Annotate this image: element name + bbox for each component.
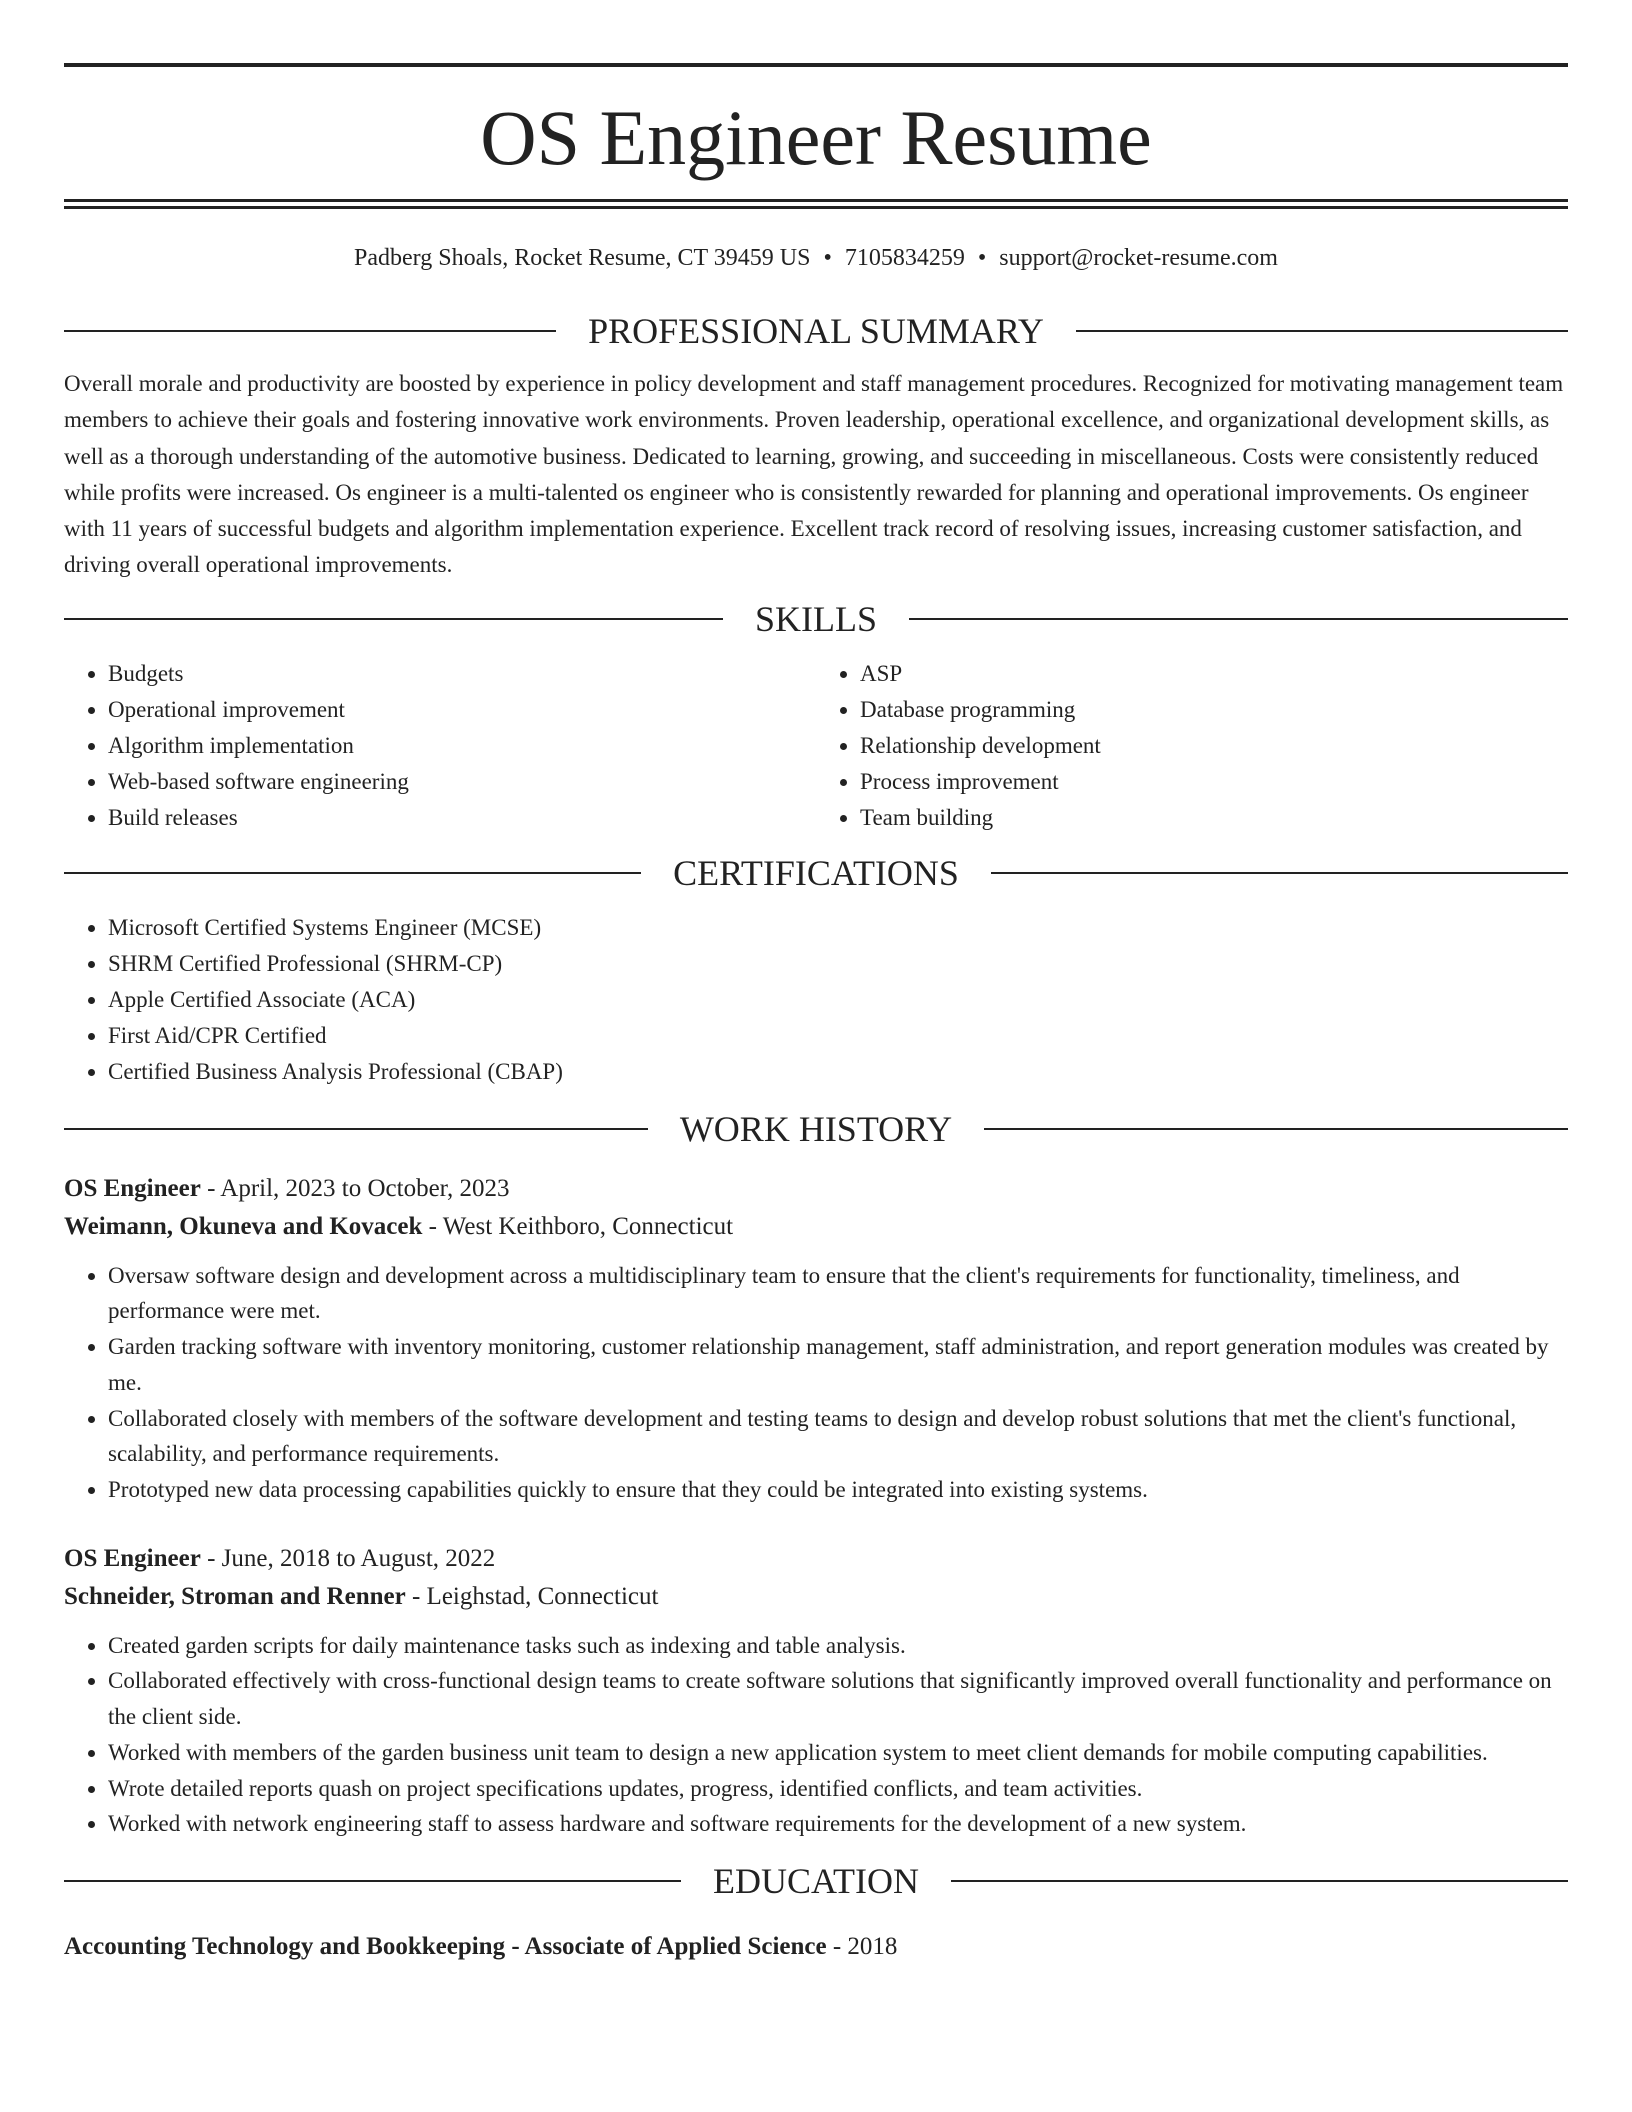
skill-item: • Web-based software engineering [108,764,816,800]
skills-column-right [816,656,1568,836]
section-title-work-history: WORK HISTORY [679,1108,953,1149]
contact-phone: 7105834259 [844,245,965,271]
job-bullet: • Garden tracking software with inventory monitoring, customer relationship management, staff administration, and report generation modules was created by me. [108,1329,1568,1400]
section-title-certifications: CERTIFICATIONS [673,852,959,893]
skill-item: • Process improvement [860,764,1568,800]
contact-separator: • [823,245,832,271]
job-bullet: • Oversaw software design and development across a multidisciplinary team to ensure that the client's requirements for functionality, timeliness, and performance were met. [108,1258,1568,1329]
section-rule-right [1076,330,1568,332]
job-entry [64,1170,1568,1508]
section-header-work-history [64,1104,1568,1154]
job-bullet: • Collaborated closely with members of the software development and testing teams to design and develop robust solutions that met the client's functional, scalability, and performance requirements. [108,1401,1568,1472]
contact-address: Padberg Shoals, Rocket Resume, CT 39459 US [354,245,811,271]
section-rule-right [909,618,1568,620]
section-rule-right [984,1128,1568,1130]
section-rule-left [64,330,556,332]
job-entry [64,1540,1568,1842]
section-header-skills [64,594,1568,644]
skill-item: • Build releases [108,800,816,836]
education-year: - 2018 [826,1932,898,1960]
section-header-education [64,1856,1568,1906]
contact-email: support@rocket-resume.com [999,245,1278,271]
job-company-line [64,1208,1568,1246]
job-bullet-list [64,1258,1568,1508]
skill-item: • ASP [860,656,1568,692]
job-company: Schneider, Stroman and Renner [64,1582,406,1610]
certification-item: • Microsoft Certified Systems Engineer (MCSE) [108,910,1568,946]
job-company-line [64,1578,1568,1616]
job-company: Weimann, Okuneva and Kovacek [64,1212,423,1240]
job-bullet: • Prototyped new data processing capabilities quickly to ensure that they could be integrated into existing systems. [108,1472,1568,1508]
resume-title: OS Engineer Resume [480,94,1152,181]
certification-item: • Certified Business Analysis Professional (CBAP) [108,1054,1568,1090]
certifications-list [64,910,1568,1090]
section-title-education: EDUCATION [713,1860,919,1901]
skill-item: • Database programming [860,692,1568,728]
job-bullet: • Wrote detailed reports quash on project specifications updates, progress, identified conflicts, and team activities. [108,1771,1568,1807]
skills-list-right [816,656,1568,836]
certification-item: • First Aid/CPR Certified [108,1018,1568,1054]
education-entry [64,1928,1568,1966]
job-title: OS Engineer [64,1544,201,1572]
section-header-certifications [64,848,1568,898]
section-rule-right [951,1880,1568,1882]
section-rule-left [64,872,641,874]
skills-columns [64,656,1568,836]
skills-column-left [64,656,816,836]
job-dates: - April, 2023 to October, 2023 [200,1174,510,1202]
job-location: - West Keithboro, Connecticut [422,1212,734,1240]
job-title-line [64,1540,1568,1578]
section-rule-left [64,618,723,620]
job-bullet: • Created garden scripts for daily maintenance tasks such as indexing and table analysis. [108,1628,1568,1664]
certification-item: • SHRM Certified Professional (SHRM-CP) [108,946,1568,982]
job-bullet: • Worked with members of the garden business unit team to design a new application system to meet client demands for mobile computing capabilities. [108,1735,1568,1771]
skills-list-left [64,656,816,836]
title-bottom-double-rule [64,199,1568,209]
certification-item: • Apple Certified Associate (ACA) [108,982,1568,1018]
job-title: OS Engineer [64,1174,201,1202]
contact-separator: • [977,245,987,271]
skill-item: • Operational improvement [108,692,816,728]
section-title-summary: PROFESSIONAL SUMMARY [588,311,1044,351]
job-title-line [64,1170,1568,1208]
job-bullet-list [64,1628,1568,1842]
section-title-skills: SKILLS [755,598,878,639]
contact-line [64,241,1568,275]
section-header-summary [64,306,1568,356]
skill-item: • Algorithm implementation [108,728,816,764]
section-rule-right [991,872,1568,874]
section-rule-left [64,1128,648,1130]
section-rule-left [64,1880,681,1882]
education-degree: Accounting Technology and Bookkeeping - Associate of Applied Science [64,1932,827,1960]
job-location: - Leighstad, Connecticut [405,1582,659,1610]
skill-item: • Relationship development [860,728,1568,764]
summary-text: Overall morale and productivity are boosted by experience in policy development and staff management procedures. Recognized for motivating management team members to achieve their goals and fostering innovative work environments. Proven leadership, operational excellence, and organizational development skills, as well as a thorough understanding of the automotive business. Dedicated to learning, growing, and succeeding in miscellaneous. Costs were consistently reduced while profits were increased. Os engineer is a multi-talented os engineer who is consistently rewarded for planning and operational improvements. Os engineer with 11 years of successful budgets and algorithm implementation experience. Excellent track record of resolving issues, increasing customer satisfaction, and driving overall operational improvements. [64,371,1564,578]
job-bullet: • Worked with network engineering staff to assess hardware and software requirements for the development of a new system. [108,1806,1568,1842]
job-dates: - June, 2018 to August, 2022 [200,1544,496,1572]
skill-item: • Budgets [108,656,816,692]
job-bullet: • Collaborated effectively with cross-functional design teams to create software solutions that significantly improved overall functionality and performance on the client side. [108,1663,1568,1734]
skill-item: • Team building [860,800,1568,836]
